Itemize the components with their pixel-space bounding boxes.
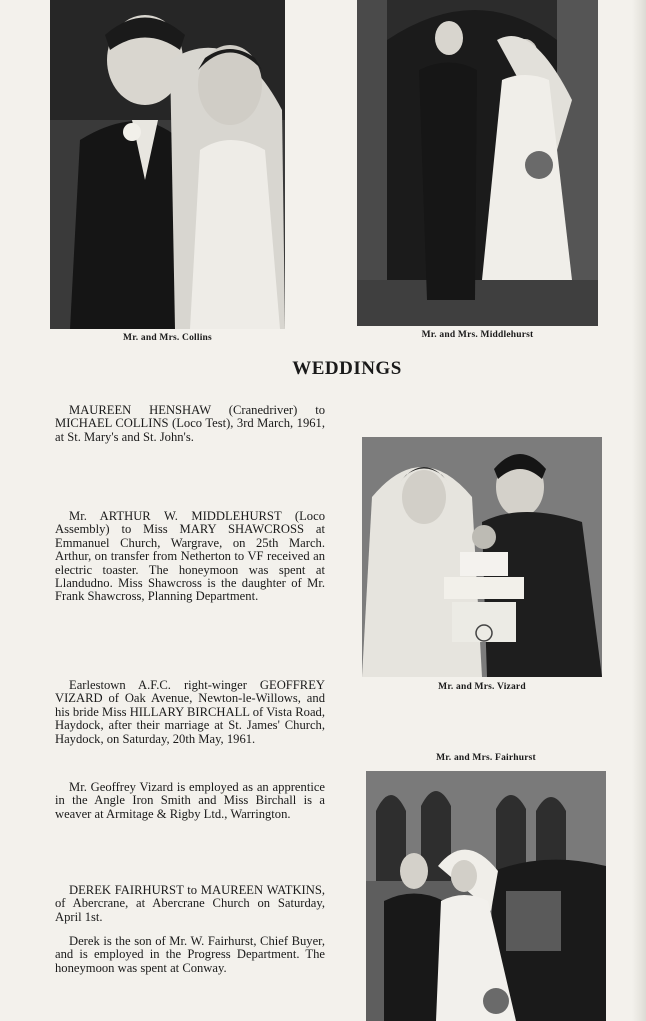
article-vizard-text: Earlestown A.F.C. right-winger GEOFFREY VIZARD of Oak Avenue, Newton-le-Willows, and his bride Miss HILLARY BIRCHALL of Vista Road, Haydock, after their marriage at St. James' Church, Haydock, on Saturday, 20th May, 1961. [55,678,325,746]
caption-vizard: Mr. and Mrs. Vizard [438,682,526,692]
caption-middlehurst: Mr. and Mrs. Middlehurst [421,330,534,340]
photo-fairhurst [366,771,606,1021]
photo-middlehurst [357,0,598,326]
page-heading: WEDDINGS [292,358,402,379]
photo-collins [50,0,285,329]
article-vizard-details: Mr. Geoffrey Vizard is employed as an apprentice in the Angle Iron Smith and Miss Birchall is a weaver at Armitage & Rigby Ltd., Warrington. [55,780,325,821]
caption-fairhurst: Mr. and Mrs. Fairhurst [436,753,536,763]
article-fairhurst-details: Derek is the son of Mr. W. Fairhurst, Chief Buyer, and is employed in the Progress Department. The honeymoon was spent at Conway. [55,934,325,975]
article-fairhurst-text: DEREK FAIRHURST to MAUREEN WATKINS, of Abercrane, at Abercrane Church on Saturday, April 1st. [55,883,325,924]
article-middlehurst-text: Mr. ARTHUR W. MIDDLEHURST (Loco Assembly) to Miss MARY SHAWCROSS at Emmanuel Church, Wargrave, on 25th March. Arthur, on transfer from Netherton to VF received an electric toaster. The honeymoon was spent at Llandudno. Miss Shawcross is the daughter of Mr. Frank Shawcross, Planning Department. [55,509,325,604]
photo-vizard [362,437,602,677]
page-edge [632,0,646,1021]
caption-collins: Mr. and Mrs. Collins [123,333,212,343]
article-collins-text: MAUREEN HENSHAW (Cranedriver) to MICHAEL COLLINS (Loco Test), 3rd March, 1961, at St. Mary's and St. John's. [55,403,325,444]
